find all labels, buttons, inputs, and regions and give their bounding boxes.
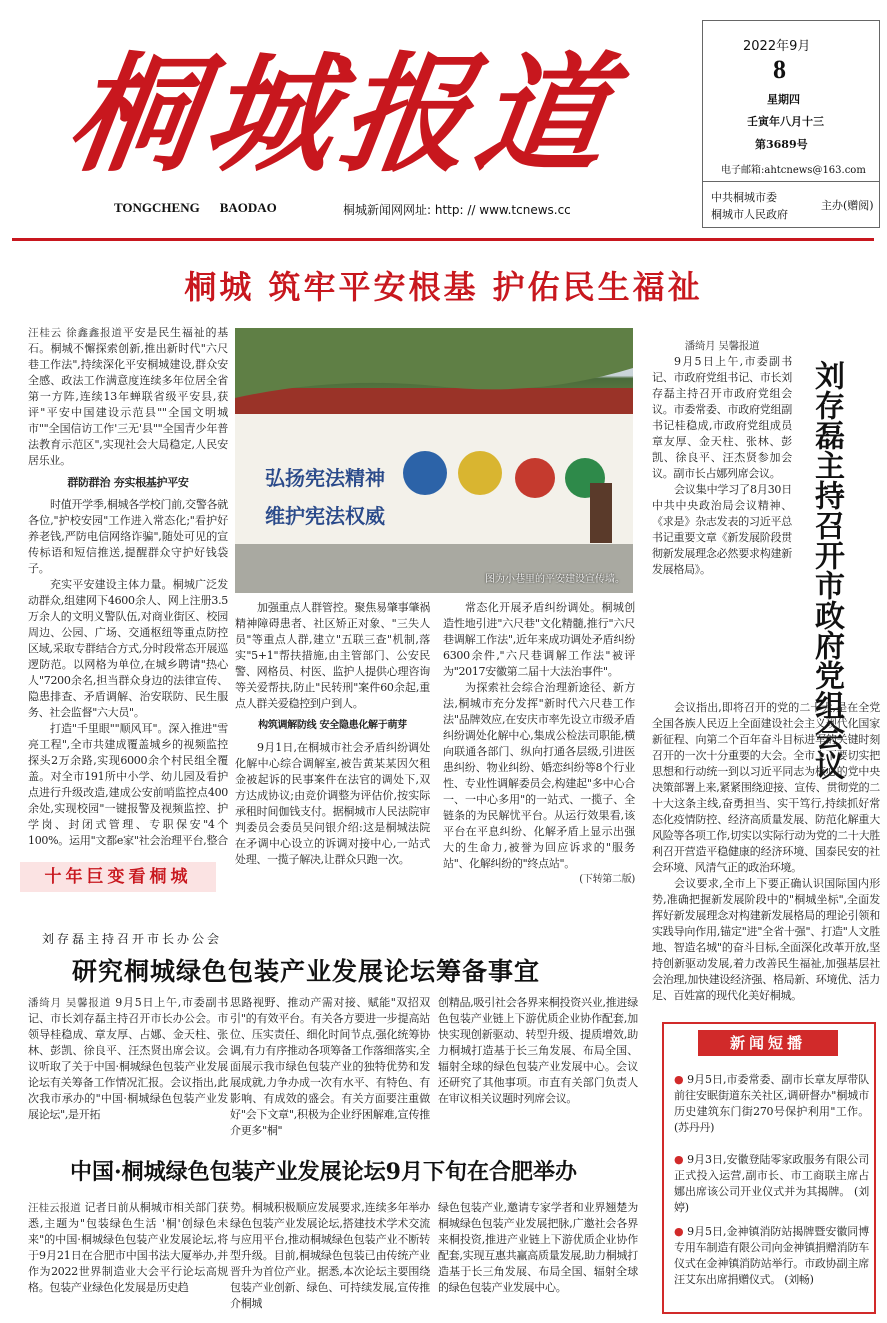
briefs-title: 新闻短播	[698, 1030, 838, 1056]
date-box	[702, 20, 880, 228]
lead-photo	[235, 328, 633, 593]
masthead-title: 桐城报道	[59, 40, 625, 190]
brief-item-3: ● 9月5日,金神镇消防站揭牌暨安徽同博专用车制造有限公司向金神镇捐赠消防车仪式在金神镇消防站举行。市政协副主席汪艾东出席捐赠仪式。 (刘畅)	[674, 1225, 869, 1286]
lead-column-1: 汪桂云 徐鑫鑫报道平安是民生福祉的基石。桐城不懈探索创新,推出新时代"六尺巷工作法",持续深化平安桐城建设,群众安全感、政法工作满意度连续多年位居全省第一方阵,连续13年蝉联省级平安县,获评"平安中国建设示范县""全国文明城市""全国信访工作'三无'县""全国青少年普法教育示范区",实现社会大局稳定,人民安居乐业。 群防群治 夯实根基护平安 时值开学季,桐城各学校门前,交警各就各位,"护校安园"工作进入常态化;"看护好养老钱,严防电信网络诈骗",随处可见的宣传标语和短信推送,提醒群众守护好钱袋子。 充实平安建设主体力量。桐城广泛发动群众,组建网下4600余人、网上注册3.5万余人的文明义警队伍,对商业街区、校园周边、公园、广场、交通枢纽等重点防控区域,采取专群结合方式,分时段常态开展巡逻防范。以网格为单位,在城乡聘请"热心人"7200余名,担当群众身边的法律宣传、隐患排查、矛盾调解、治安联防、民生服务、社会监督"六大员"。 打造"千里眼""顺风耳"。深入推进"雪亮工程",全市共建成覆盖城乡的视频监控探头2万余路,实现6000余个村民组全覆盖。对全市191所中小学、幼儿园及看护点进行升级改造,建成公安前哨监控点400余处,实现校园"一键报警及视频监控、护学岗、封闭式管理、专职保安"4个100%。运用"文都e家"社会治理平台,整合	[28, 326, 228, 847]
banner-decade: 十年巨变看桐城	[20, 862, 216, 892]
right-intro: 潘绮月 吴馨报道 9月5日上午,市委副书记、市政府党组书记、市长刘存磊主持召开市政府党组会议。市委常委、市政府党组副书记桂稳成,市政府党组成员章友厚、金天柱、张林、彭凯、徐良平、汪杰贤参加会议。副市长占娜列席会议。 会议集中学习了8月30日中共中央政治局会议精神、《求是》杂志发表的习近平总书记重要文章《新发展阶段贯彻新发展理念必然要求构建新发展格局》。	[652, 340, 792, 576]
second-col-2: 思路视野、推动产需对接、赋能"双招双引"的有效平台。有关各方要进一步提高站位、压实责任、细化时间节点,强化统筹协调,有力有序推动各项筹备工作落细落实,全面展示我市绿色包装产业的独特优势和发展成就,力争办成一次有水平、有特色、有影响、有成效的盛会。有关方面要注重做好"会下文章",积极为企业纾困解难,宣传推介更多"桐"	[230, 996, 430, 1137]
third-col-3: 绿色包装产业,邀请专家学者和业界翘楚为桐城绿色包装产业发展把脉,广邀社会各界来桐投资,推进产业链上下游优质企业协作配套,实现互惠共赢高质量发展,助力桐城打造基于长三角发展、布局全国、辐射全球的绿色包装产业发展中心。	[438, 1201, 638, 1294]
right-body: 会议指出,即将召开的党的二十大,是在全党全国各族人民迈上全面建设社会主义现代化国家新征程、向第二个百年奋斗目标进军的关键时刻召开的一次十分重要的大会。全市上下要切实把思想和行动统一到以习近平同志为核心的党中央决策部署上来,紧紧围绕迎接、宣传、贯彻党的二十大这条主线,奋勇担当、实干笃行,持续抓好常态化疫情防控、经济高质量发展、防范化解重大风险等各项工作,切实以实际行动为党的二十大胜利召开营造平稳健康的经济环境、国泰民安的社会环境、风清气正的政治环境。 会议要求,全市上下要正确认识国际国内形势,准确把握新发展阶段中的"桐城坐标",全面发挥好新发展理念对构建新发展格局的理论引领和实践导向作用,锚定"进"全省十强"、打造"人文胜地、智造名城"的奋斗目标,全面深化改革开放,坚持创新驱动发展,着力改善民生福祉,加强基层社会治理,加快建设经济强、格局新、环境优、活力足、百姓富的现代化美好桐城。	[652, 701, 880, 1002]
brief-item-2: ● 9月3日,安徽登陆零家政服务有限公司正式投入运营,副市长、市工商联主席占娜出席该公司开业仪式并为其揭牌。 (刘婷)	[674, 1153, 869, 1214]
date-line: 2022年9月	[743, 39, 811, 54]
briefs-box	[662, 1022, 876, 1314]
second-col-1: 潘绮月 吴馨报道 9月5日上午,市委副书记、市长刘存磊主持召开市长办公会。市领导桂稳成、章友厚、占娜、金天柱、张林、彭凯、徐良平、汪杰贤出席会议。会议听取了关于中国·桐城绿色包装产业发展论坛有关筹备工作情况汇报。会议指出,此次我市承办的"中国·桐城绿色包装产业发展论坛",是开拓	[28, 996, 228, 1121]
second-kicker: 刘存磊主持召开市长办公会	[42, 932, 223, 946]
second-title: 研究桐城绿色包装产业发展论坛筹备事宜	[72, 957, 541, 986]
sponsor-2: 桐城市人民政府	[711, 208, 788, 221]
lead-subhead-2: 构筑调解防线 安全隐患化解于萌芽	[258, 720, 407, 731]
email: 电子邮箱:ahtcnews@163.com	[721, 165, 866, 176]
website-link[interactable]: 桐城新闻网网址: http: // www.tcnews.cc	[343, 203, 571, 217]
third-col-1: 汪桂云报道 记者日前从桐城市相关部门获悉,主题为"包装绿色生活 '桐'创绿色未来"的中国·桐城绿色包装产业发展论坛,将于9月21日在合肥市中国书法大厦举办,并作为2022世界制造业大会平行论坛高规格。包装产业绿色化发展是历史趋	[28, 1201, 228, 1294]
lead-column-2: 加强重点人群管控。聚焦易肇事肇祸精神障碍患者、社区矫正对象、"三失人员"等重点人群,建立"五联三查"机制,落实"5+1"帮扶措施,由主管部门、公安民警、网格员、村医、监护人提供心理咨询等关爱帮扶,防止"民转刑"案件60余起,重点人群关爱稳控到户到人。 构筑调解防线 安全隐患化解于萌芽 9月1日,在桐城市社会矛盾纠纷调处化解中心综合调解室,被告黄某某因欠租金被起诉的民事案件在法官的调处下,双方达成协议;由竞价调整为评估价,按实际承租时间伽钱支付。据桐城市人民法院审判委员会委员吴问银介绍:这是桐城法院在矛调中心设立的诉调对接中心,一站式处理、一揽子解决,让群众只跑一次。	[235, 601, 430, 866]
lead-byline: 汪桂云 徐鑫鑫报道	[28, 327, 123, 339]
brief-item-1: ● 9月5日,市委常委、副市长章友厚带队前往安眠街道东关社区,调研督办"桐城市历史建筑东门街270号保护利用"工作。 (苏丹丹)	[674, 1073, 869, 1134]
sponsor-1: 中共桐城市委	[711, 191, 777, 204]
right-vertical-title: 刘存磊主持召开市政府党组会议	[809, 360, 844, 780]
issue-number: 第3689号	[755, 138, 808, 151]
lead-subhead-1: 群防群治 夯实根基护平安	[67, 476, 189, 489]
top-rule	[12, 238, 874, 241]
weekday: 星期四	[767, 93, 800, 106]
lunar-date: 壬寅年八月十三	[747, 115, 824, 128]
date-day: 8	[773, 55, 786, 84]
sponsor-role: 主办(赠阅)	[821, 199, 874, 212]
lead-column-3: 常态化开展矛盾纠纷调处。桐城创造性地引进"六尺巷"文化精髓,推行"六尺巷调解工作法",近年来成功调处矛盾纠纷6300余件,"六尺巷调解工作法"被评为"2017安徽第二届十大法治事件"。 为探索社会综合治理新途径、新方法,桐城市充分发挥"新时代六尺巷工作法"品牌效应,在安庆市率先设立市级矛盾纠纷调处化解中心,集成公检法司职能,横向联通各部门、纵向打通各层级,引进医患纠纷、物业纠纷、婚恋纠纷等8个行业性、专业性调解委员会,构建起"多中心合一、一中心多用"的一站式、一揽子、全链条的为民解忧平台。从运行效果看,该平台在平息纠纷、化解矛盾上显示出强大的生命力,被誉为回应诉求的"服务站"、化解纠纷的"终点站"。 (下转第二版)	[443, 600, 635, 900]
masthead-pinyin: TONGCHENG BAODAO	[114, 200, 277, 215]
photo-wall-text-1: 弘扬宪法精神	[265, 466, 385, 490]
headline: 桐城 筑牢平安根基 护佑民生福祉	[184, 268, 703, 306]
third-col-2: 势。桐城积极顺应发展要求,连续多年举办绿色包装产业发展论坛,搭建技术学术交流与应用平台,推动桐城绿色包装产业不断转型升级。目前,桐城绿色包装已由传统产业晋升为首位产业。据悉,本次论坛主要围绕包装产业创新、绿色、可持续发展,宣传推介桐城	[230, 1201, 430, 1310]
photo-caption: 图为小巷里的平安建设宣传墙。	[485, 574, 625, 585]
continued-note: (下转第二版)	[579, 874, 635, 885]
photo-wall-text-2: 维护宪法权威	[265, 504, 385, 528]
third-title: 中国·桐城绿色包装产业发展论坛9月下旬在合肥举办	[70, 1159, 577, 1185]
second-col-3: 创精品,吸引社会各界来桐投资兴业,推进绿色包装产业链上下游优质企业协作配套,加快实现创新驱动、转型升级、提质增效,助力桐城打造基于长三角发展、布局全国、辐射全球的绿色包装产业发展中心。会议还研究了其他事项。市直有关部门负责人在审议相关议题时列席会议。	[438, 996, 638, 1105]
